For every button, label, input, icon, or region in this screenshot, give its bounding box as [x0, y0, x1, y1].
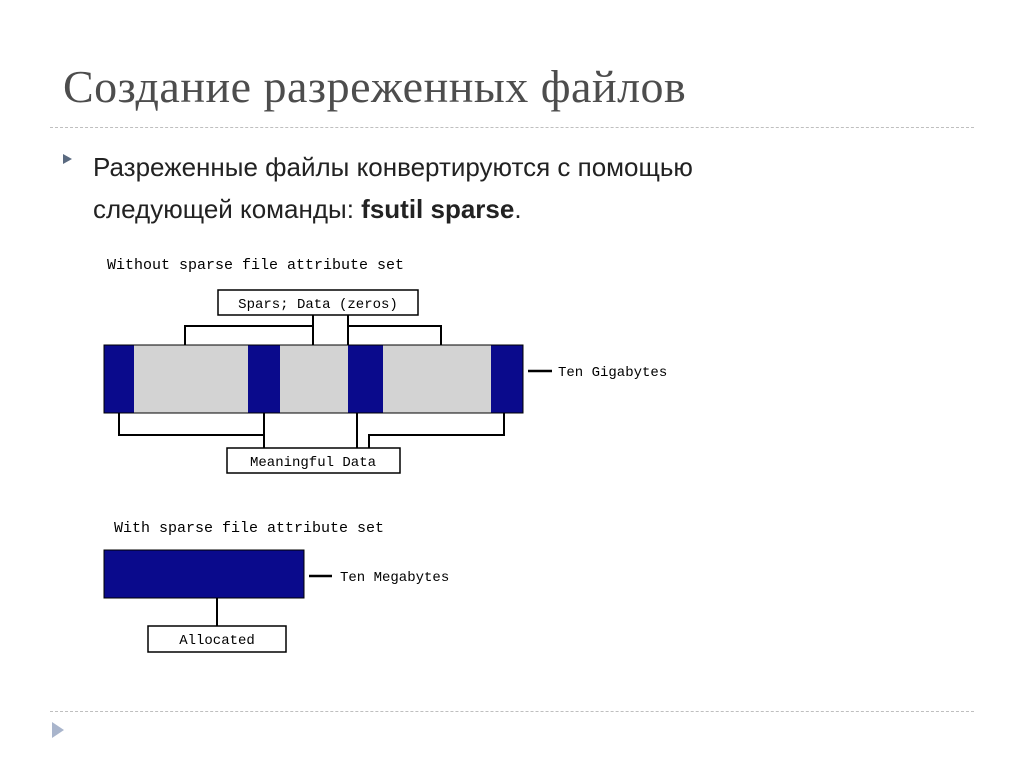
sparse-block — [383, 345, 491, 413]
bracket-right-meaningful — [369, 413, 504, 448]
footer-divider — [50, 711, 974, 712]
bracket-left-meaningful — [119, 413, 264, 435]
ten-gigabytes-bar — [104, 345, 523, 413]
ten-gigabytes-label: Ten Gigabytes — [558, 365, 668, 381]
allocated-label: Allocated — [179, 633, 255, 649]
data-block — [248, 345, 280, 413]
sparse-block — [134, 345, 248, 413]
bracket-left-sparse — [185, 315, 313, 345]
data-block — [348, 345, 383, 413]
without-sparse-heading: Without sparse file attribute set — [107, 257, 405, 274]
with-sparse-heading: With sparse file attribute set — [114, 520, 385, 537]
next-slide-arrow-icon[interactable] — [52, 722, 64, 738]
bullet-line-2-text: следующей команды — [93, 194, 347, 224]
bracket-right-sparse — [348, 326, 441, 345]
sparse-data-label: Spars; Data (zeros) — [238, 297, 398, 313]
sparse-block — [280, 345, 348, 413]
lower-brackets — [119, 413, 504, 448]
ten-megabytes-bar — [104, 550, 304, 598]
command-text: fsutil sparse — [361, 194, 515, 224]
bullet-period: . — [514, 194, 522, 224]
data-block — [104, 345, 134, 413]
bullet-colon: : — [346, 194, 362, 224]
slide-title: Создание разреженных файлов — [63, 61, 687, 112]
meaningful-data-label: Meaningful Data — [249, 455, 377, 471]
data-block — [491, 345, 523, 413]
upper-brackets — [185, 315, 441, 345]
ten-megabytes-label: Ten Megabytes — [340, 570, 450, 586]
bullet-line-1: Разреженные файлы конвертируются с помощью — [93, 152, 693, 182]
